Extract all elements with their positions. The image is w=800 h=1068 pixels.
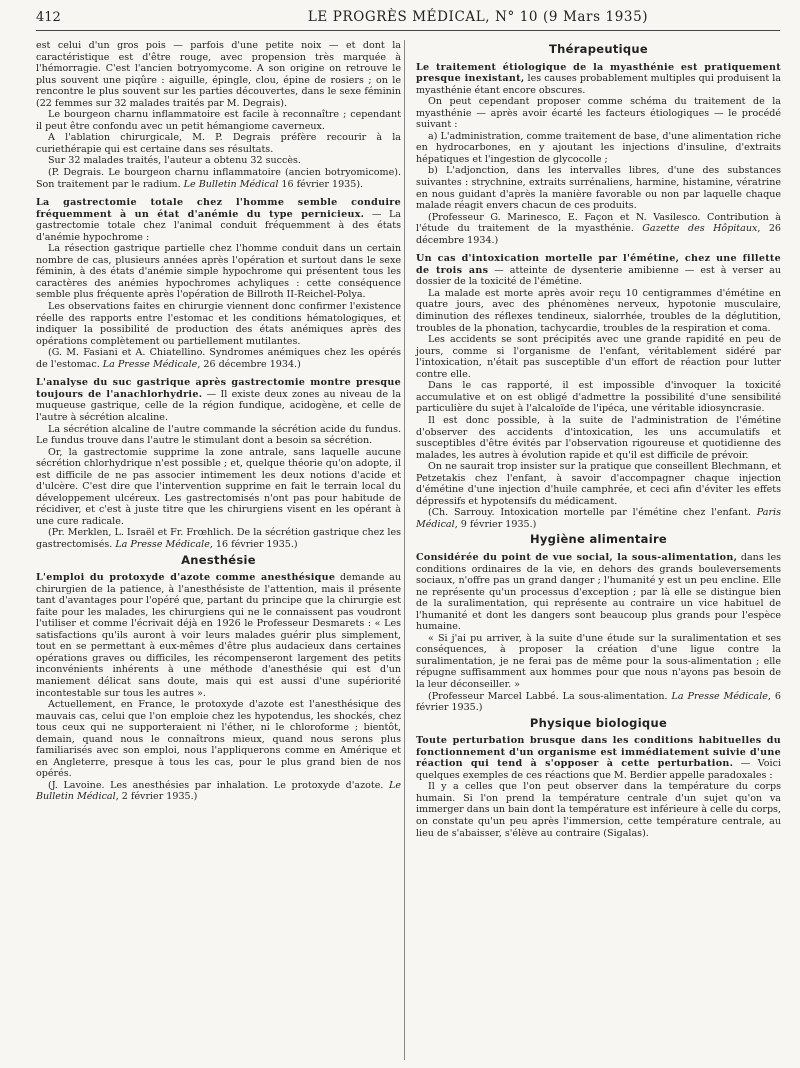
paragraph: « Si j'ai pu arriver, à la suite d'une étude sur la suralimentation et ses conséquences, à proposer la création d'une ligue contre la suralimentation, je ne ferai pas de même pour la sous-alimentation ; elle répugne suffisamment aux hommes pour que nous n'ayons pas besoin de la leur déconseiller. » [416, 632, 781, 690]
paragraph: La résection gastrique partielle chez l'homme conduit dans un certain nombre de cas, plusieurs années après l'opération et surtout dans le sexe féminin, à des états d'anémie simple hypochrome qui présentent tous les caractères des anémies hypochromes achyliques : cette conséquence semble plus fréquente après l'opération de Billroth II-Reichel-Polya. [36, 243, 401, 301]
paragraph: La sécrétion alcaline de l'autre commande la sécrétion acide du fundus. Le fundus trouve dans l'autre le stimulant dont a besoin sa sécrétion. [36, 423, 401, 447]
article-sous-alimentation: Considérée du point de vue social, la sous-alimentation, dans les conditions ordinaires de la vie, en dehors des grands bouleversements sociaux, n'offre pas un grand danger ; l'humanité y est un peu encline. Elle ne représente qu'un processus d'exception ; par là elle se distingue bien de la suralimentation, qui représente au contraire un vice habituel de l'humanité et dont les dangers sont beaucoup plus grands pour l'espèce humaine. [416, 551, 781, 633]
section-heading-anesthesie: Anesthésie [181, 552, 256, 567]
section-heading-hygiene: Hygiène alimentaire [529, 532, 668, 547]
page-header [36, 6, 780, 28]
right-column [416, 40, 781, 839]
paragraph: Le bourgeon charnu inflammatoire est facile à reconnaître ; cependant il peut être confondu avec un petit hémangiome caverneux. [36, 109, 401, 132]
paragraph: Il y a celles que l'on peut observer dans la température du corps humain. Si l'on prend la température centrale d'un sujet qu'on va immerger dans un bain dont la température est inférieure à celle du corps, on constate qu'un peu après l'immersion, cette température centrale, au lieu de s'abaisser, s'élève au contraire (Sigalas). [416, 781, 781, 839]
left-column [36, 40, 401, 803]
reference: (J. Lavoine. Les anesthésies par inhalation. Le protoxyde d'azote. Le Bulletin Médical, 2 février 1935.) [36, 779, 401, 803]
article-lead: L'emploi du protoxyde d'azote comme anesthésique [36, 572, 336, 584]
reference: (Professeur G. Marinesco, E. Façon et N. Vasilesco. Contribution à l'étude du traitement de la myasthénie. Gazette des Hôpitaux, 26 décembre 1934.) [416, 211, 781, 246]
article-lead: Toute perturbation brusque dans les conditions habituelles du fonctionnement d'un organisme est immédiatement suivie d'une réaction qui tend à s'opposer à cette perturbation. [416, 735, 781, 770]
paragraph: est celui d'un gros pois — parfois d'une petite noix — et dont la caractéristique est d'être rouge, avec propension très marquée à l'hémorragie. C'est l'ancien botryomycome. A son origine on retrouve le plus souvent une piqûre : aiguille, épingle, clou, épine de rosiers ; on le rencontre le plus souvent sur les parties découvertes, dans le sexe féminin (22 femmes sur 32 malades traités par M. Degrais). [36, 40, 401, 109]
section-heading-therapeutique: Thérapeutique [548, 42, 649, 56]
reference: (Professeur Marcel Labbé. La sous-alimentation. La Presse Médicale, 6 février 1935.) [416, 690, 781, 714]
list-item: a) L'administration, comme traitement de base, d'une alimentation riche en hydrocarbones, en y ajoutant les injections d'insuline, d'extraits hépatiques et l'ingestion de glycocolle ; [416, 130, 781, 165]
paragraph: Les observations faites en chirurgie viennent donc confirmer l'existence réelle des rapports entre l'estomac et les conditions hématologiques, et indiquer la possibilité de production des états anémiques après des opérations complètement ou partiellement mutilantes. [36, 301, 401, 347]
article-suc-gastrique: L'analyse du suc gastrique après gastrectomie montre presque toujours de l'anachlorhydrie. — Il existe deux zones au niveau de la muqueuse gastrique, celle de la région fundique, acidogène, et celle de l'autre à sécrétion alcaline. [36, 377, 402, 423]
paragraph: Dans le cas rapporté, il est impossible d'invoquer la toxicité accumulative et on est obligé d'admettre la possibilité d'une sensibilité particulière du sujet à l'alcaloïde de l'ipéca, une véritable idiosyncrasie. [416, 380, 781, 415]
section-heading-physique: Physique biologique [529, 715, 668, 730]
reference: (G. M. Fasiani et A. Chiatellino. Syndromes anémiques chez les opérés de l'estomac. La Presse Médicale, 26 décembre 1934.) [36, 347, 401, 370]
article-lead: L'analyse du suc gastrique après gastrectomie montre presque toujours de l'anachlorhydrie. [36, 377, 401, 400]
header-rule [36, 30, 780, 31]
article-emetine: Un cas d'intoxication mortelle par l'émétine, chez une fillette de trois ans — atteinte de dysenterie amibienne — est à verser au dossier de la toxicité de l'émétine. [416, 253, 781, 288]
running-title: LE PROGRÈS MÉDICAL, N° 10 (9 Mars 1935) [307, 9, 649, 25]
reference: (Pr. Merklen, L. Israël et Fr. Frœhlich. De la sécrétion gastrique chez les gastrectomisés. La Presse Médicale, 16 février 1935.) [36, 527, 401, 550]
article-myasthenie: Le traitement étiologique de la myasthénie est pratiquement presque inexistant, les causes probablement multiples qui produisent la myasthénie étant encore obscures. [416, 61, 781, 96]
paragraph: A l'ablation chirurgicale, M. P. Degrais préfère recourir à la curiethérapie qui est certaine dans ses résultats. [36, 132, 401, 155]
article-protoxyde: L'emploi du protoxyde d'azote comme anesthésique demande au chirurgien de la patience, à l'anesthésiste de l'attention, mais il présente tant d'avantages pour l'opéré que, partant du principe que la chirurgie est faite pour les malades, les chirurgiens qui ne le connaissent pas voudront l'utiliser et comme l'écrivait déjà en 1926 le Professeur Desmarets : « Les satisfactions qu'ils auront à voir leurs malades guérir plus simplement, tout en se permettant à eux-mêmes d'être plus audacieux dans certaines opérations graves ou difficiles, les récompenseront largement des petits inconvénients inhérents à une méthode d'anesthésie qui est d'un maniement délicat sans doute, mais qui est aussi d'une supériorité incontestable sur tous les autres ». [36, 572, 401, 699]
list-item: b) L'adjonction, dans les intervalles libres, d'une des substances suivantes : strychnine, extraits surrénaliens, harmine, histamine, vératrine en nous guidant d'après la manière favorable ou non par laquelle chaque malade réagit envers chacun de ces produits. [416, 165, 781, 212]
article-gastrectomie-anemie: La gastrectomie totale chez l'homme semble conduire fréquemment à un état d'anémie du type pernicieux. — La gastrectomie totale chez l'animal conduit fréquemment à des états d'anémie hypochrome : [36, 197, 401, 243]
paragraph: Or, la gastrectomie supprime la zone antrale, sans laquelle aucune sécrétion chlorhydrique n'est possible ; et, quelque théorie qu'on adopte, il est difficile de ne pas associer intimement les deux notions d'acide et d'ulcère. C'est dire que l'intervention supprime en fait le terrain local du développement ulcéreux. Les gastrectomisés n'ont pas pour habitude de récidiver, et c'est à juste titre que les chirurgiens visent en les opérant à une cure radicale. [36, 446, 401, 527]
article-lead: La gastrectomie totale chez l'homme semble conduire fréquemment à un état d'anémie du type pernicieux. [36, 197, 401, 220]
paragraph: Sur 32 malades traités, l'auteur a obtenu 32 succès. [48, 155, 301, 167]
article-perturbation: Toute perturbation brusque dans les conditions habituelles du fonctionnement d'un organisme est immédiatement suivie d'une réaction qui tend à s'opposer à cette perturbation. — Voici quelques exemples de ces réactions que M. Berdier appelle paradoxales : [416, 735, 781, 781]
paragraph: Il est donc possible, à la suite de l'administration de l'émétine d'observer des accidents d'intoxication, les uns accumulatifs et susceptibles d'être évités par l'observation rigoureuse et quotidienne des malades, les autres à évolution rapide et qu'il est difficile de prévoir. [416, 414, 781, 461]
paragraph: On ne saurait trop insister sur la pratique que conseillent Blechmann, et Petzetakis chez l'enfant, à savoir d'accompagner chaque injection d'émétine d'une injection d'huile camphrée, et ceci afin d'éviter les effets dépressifs et hypotensifs du médicament. [416, 461, 781, 507]
reference: (Ch. Sarrouy. Intoxication mortelle par l'émétine chez l'enfant. Paris Médical, 9 février 1935.) [416, 507, 781, 530]
paragraph: La malade est morte après avoir reçu 10 centigrammes d'émétine en quatre jours, avec des phénomènes nerveux, hypotonie musculaire, diminution des réflexes tendineux, sialorrhée, troubles de la déglutition, troubles de la phonation, tachycardie, troubles de la respiration et coma. [416, 287, 781, 334]
page-number: 412 [36, 10, 61, 25]
column-separator [404, 40, 405, 1060]
article-lead: Le traitement étiologique de la myasthénie est pratiquement presque inexistant, [416, 61, 781, 85]
paragraph: On peut cependant proposer comme schéma du traitement de la myasthénie — après avoir écarté les facteurs étiologiques — le procédé suivant : [416, 96, 781, 131]
article-lead: Considérée du point de vue social, la sous-alimentation, [416, 551, 738, 563]
article-lead: Un cas d'intoxication mortelle par l'émétine, chez une fillette de trois ans [416, 253, 781, 276]
paragraph: Actuellement, en France, le protoxyde d'azote est l'anesthésique des mauvais cas, celui que l'on emploie chez les hypotendus, les shockés, chez tous ceux qui ne supporteraient ni l'éther, ni le chloroforme ; bientôt, demain, quand nous le connaîtrons mieux, quand nous serons plus familiarisés avec son emploi, nous l'appliquerons comme en Amérique et en Angleterre, presque à tous les cas, pour le plus grand bien de nos opérés. [36, 699, 401, 780]
reference: (P. Degrais. Le bourgeon charnu inflammatoire (ancien botryomicome). Son traitement par le radium. Le Bulletin Médical 16 février 1935). [36, 167, 401, 190]
paragraph: Les accidents se sont précipités avec une grande rapidité en peu de jours, comme si l'organisme de l'enfant, véritablement sidéré par l'intoxication, n'était pas susceptible d'un effort de réaction pour lutter contre elle. [416, 334, 781, 380]
